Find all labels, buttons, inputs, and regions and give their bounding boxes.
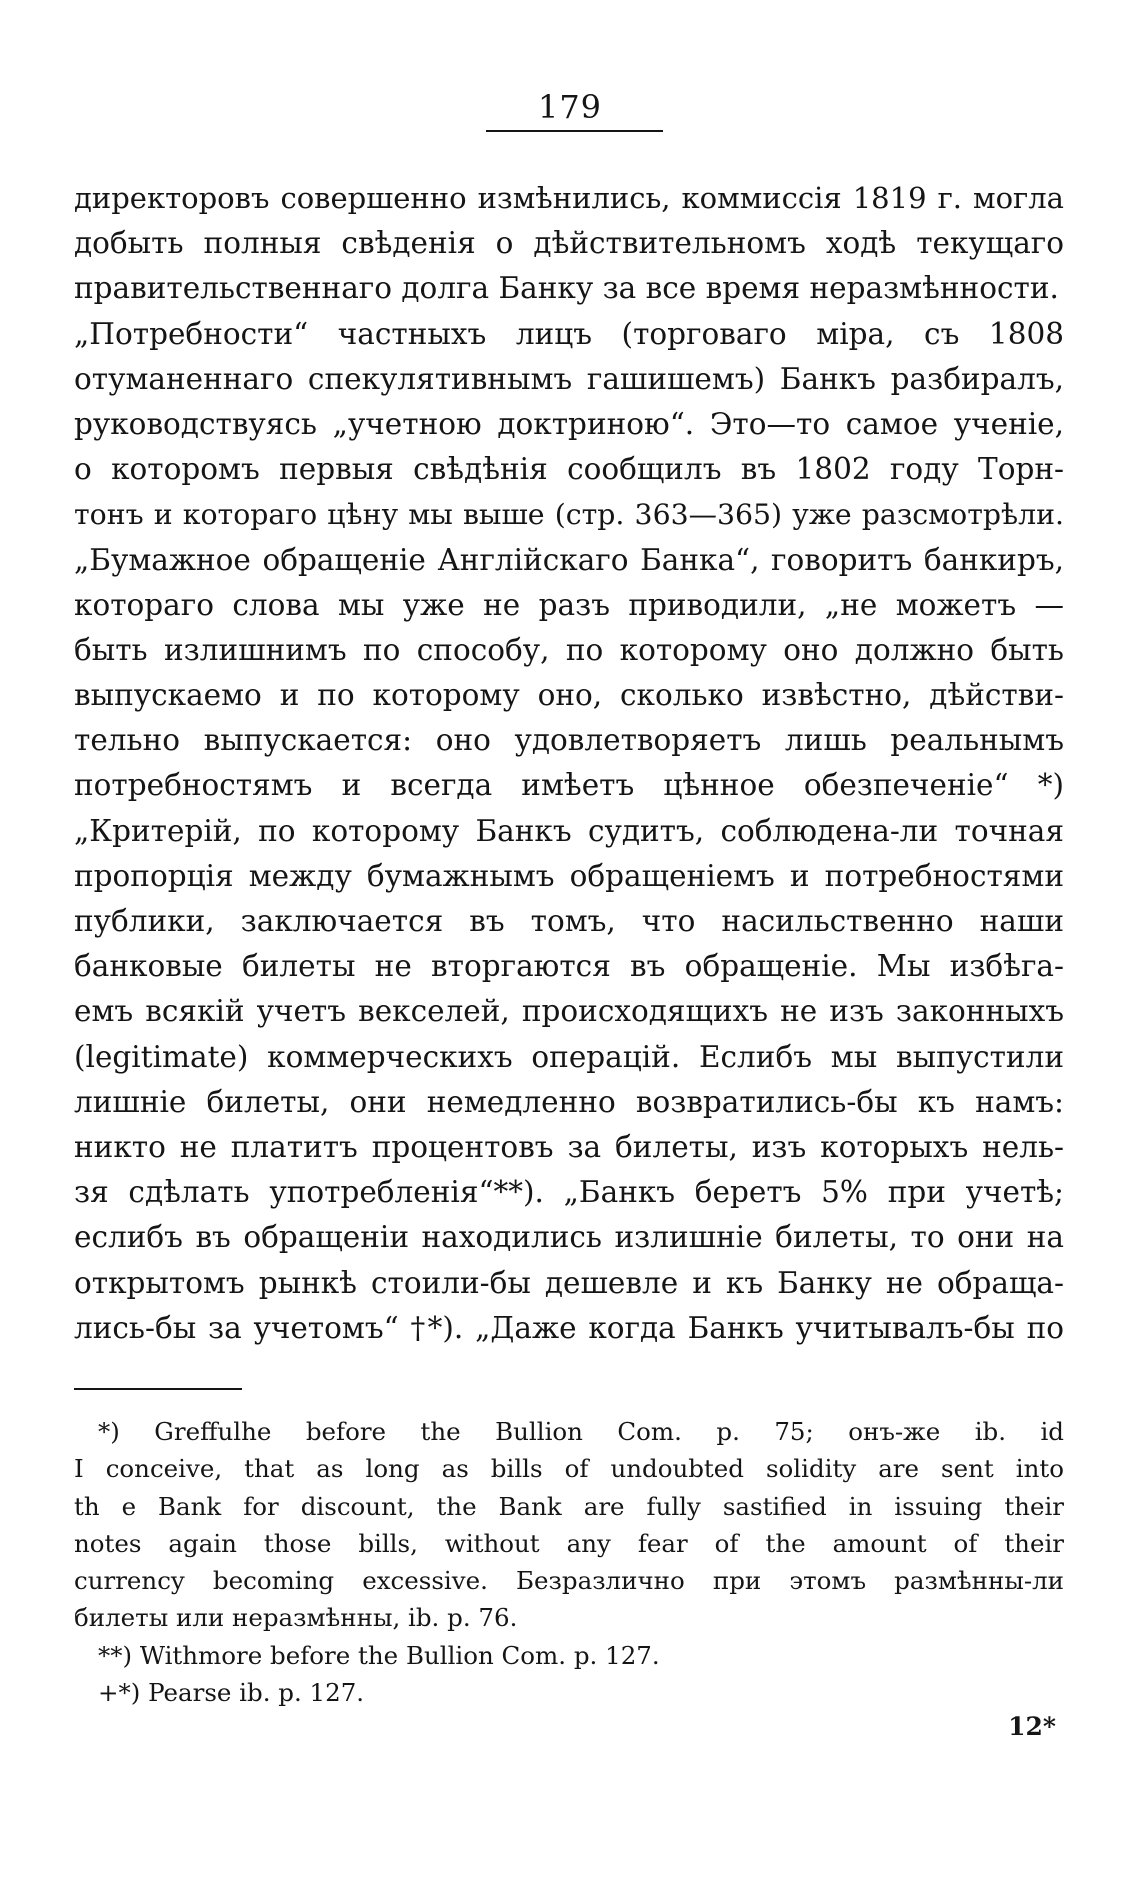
header-rule bbox=[486, 130, 663, 132]
text-line: „Потребности“ частныхъ лицъ (торговаго міра, съ 1808 bbox=[74, 316, 1064, 351]
text-line: котораго слова мы уже не разъ приводили, „не можетъ — bbox=[74, 587, 1064, 622]
footnote-line: notes again those bills, without any fear of the amount of their bbox=[74, 1528, 1064, 1558]
text-line: добыть полныя свѣденія о дѣйствительномъ ходѣ текущаго bbox=[74, 226, 1064, 261]
text-line: руководствуясь „учетною доктриною“. Это—то самое ученіе, bbox=[74, 406, 1064, 441]
text-line: емъ всякій учетъ векселей, происходящихъ не изъ законныхъ bbox=[74, 994, 1064, 1029]
text-line: отуманеннаго спекулятивнымъ гашишемъ) Банкъ разбиралъ, bbox=[74, 361, 1064, 396]
text-line: никто не платитъ процентовъ за билеты, изъ которыхъ нель- bbox=[74, 1129, 1064, 1164]
text-line: выпускаемо и по которому оно, сколько извѣстно, дѣйстви- bbox=[74, 678, 1064, 713]
text-line: „Критерій, по которому Банкъ судитъ, соблюдена-ли точная bbox=[74, 813, 1064, 848]
text-line: о которомъ первыя свѣдѣнія сообщилъ въ 1802 году Торн- bbox=[74, 452, 1064, 487]
text-line: пропорція между бумажнымъ обращеніемъ и потребностями bbox=[74, 858, 1064, 893]
text-line: зя сдѣлать употребленія“**). „Банкъ беретъ 5% при учетѣ; bbox=[74, 1175, 1064, 1210]
footnotes bbox=[74, 1413, 1064, 1711]
footnote-line: th e Bank for discount, the Bank are fully sastified in issuing their bbox=[74, 1491, 1064, 1521]
body-text bbox=[74, 176, 1064, 1351]
text-line: банковые билеты не вторгаются въ обращеніе. Мы избѣга- bbox=[74, 949, 1064, 984]
text-line: еслибъ въ обращеніи находились излишніе билеты, то они на bbox=[74, 1220, 1064, 1255]
text-line: (legitimate) коммерческихъ операцій. Еслибъ мы выпустили bbox=[74, 1039, 1064, 1074]
footnote-rule bbox=[74, 1388, 242, 1390]
page-number: 179 bbox=[537, 88, 603, 126]
text-line: „Бумажное обращеніе Англійскаго Банка“, говоритъ банкиръ, bbox=[74, 542, 1064, 577]
text-line: публики, заключается въ томъ, что насильственно наши bbox=[74, 904, 1064, 938]
text-line: лись-бы за учетомъ“ †*). „Даже когда Банкъ учитывалъ-бы по bbox=[74, 1310, 1064, 1345]
text-line: потребностямъ и всегда имѣетъ цѣнное обезпеченіе“ *) bbox=[74, 768, 1064, 803]
text-line: директоровъ совершенно измѣнились, коммиссія 1819 г. могла bbox=[74, 181, 1064, 215]
text-line: правительственнаго долга Банку за все время неразмѣнности. bbox=[74, 271, 1059, 306]
text-line: открытомъ рынкѣ стоили-бы дешевле и къ Банку не обраща- bbox=[74, 1265, 1064, 1300]
footnote-line: I conceive, that as long as bills of undoubted solidity are sent into bbox=[74, 1454, 1064, 1484]
text-line: тонъ и котораго цѣну мы выше (стр. 363—365) уже разсмотрѣли. bbox=[74, 498, 1064, 532]
footnote-line: +*) Pearse ib. p. 127. bbox=[98, 1678, 365, 1708]
signature-mark: 12* bbox=[1008, 1712, 1056, 1741]
footnote-line: currency becoming excessive. Безразлично при этомъ размѣнны-ли bbox=[74, 1566, 1064, 1596]
text-line: лишніе билеты, они немедленно возвратились-бы къ намъ: bbox=[74, 1084, 1064, 1119]
footnote-line: **) Withmore before the Bullion Com. p. 127. bbox=[98, 1640, 660, 1670]
text-line: быть излишнимъ по способу, по которому оно должно быть bbox=[74, 632, 1064, 667]
footnote-line: билеты или неразмѣнны, ib. p. 76. bbox=[74, 1603, 518, 1633]
footnote-line: *) Greffulhe before the Bullion Com. p. 75; онъ-же ib. id bbox=[98, 1417, 1064, 1446]
text-line: тельно выпускается: оно удовлетворяетъ лишь реальнымъ bbox=[74, 723, 1064, 758]
